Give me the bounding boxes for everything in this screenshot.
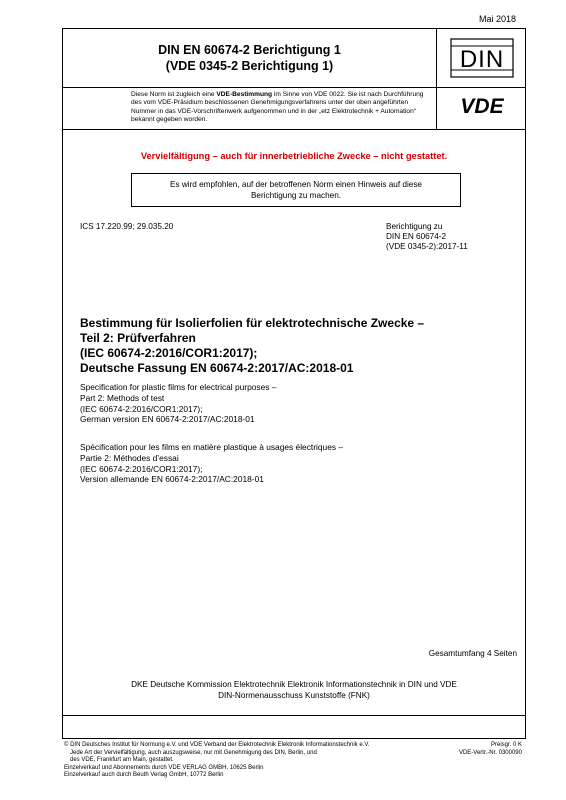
total-pages: Gesamtumfang 4 Seiten (428, 649, 517, 658)
footer-price (446, 742, 522, 757)
title-line-2: (VDE 0345-2 Berichtigung 1) (165, 59, 334, 73)
din-logo (448, 37, 516, 79)
recommendation-box (131, 173, 461, 207)
document-frame (62, 28, 526, 739)
recommendation-line-1: Es wird empfohlen, auf der betroffenen Norm einen Hinweis auf diese (170, 180, 422, 189)
vde-notice: Diese Norm ist zugleich eine VDE-Bestimmung im Sinne von VDE 0022. Sie ist nach Durchführung des vom VDE-Präsidium beschlossenen Genehmigungsverfahrens unter der oben angeführten Nummer in das VDE-Vorschriftenwerk aufgenommen und in der „etz Elektrotechnik + Automation“ bekannt gegeben worden. (131, 91, 424, 124)
reproduction-warning: Vervielfältigung – auch für innerbetriebliche Zwecke – nicht gestattet. (140, 151, 448, 161)
vde-logo-mark (447, 93, 517, 117)
title-german: Bestimmung für Isolierfolien für elektrotechnische Zwecke – Teil 2: Prüfverfahren (IEC 60674-2:2016/COR1:2017); Deutsche Fassung EN 60674-2:2017/AC:2018-01 (80, 316, 425, 375)
recommendation-line-2: Berichtigung zu machen. (250, 191, 342, 200)
ics-code: ICS 17.220.99; 29.035.20 (80, 222, 174, 231)
vde-contract-number: VDE-Vertr.-Nr. 0300090 (458, 749, 522, 756)
header-divider (63, 87, 525, 88)
price-group: Preisgr. 0 K (490, 742, 522, 748)
vde-logo (447, 93, 517, 117)
committee-info: DKE Deutsche Kommission Elektrotechnik Elektronik Informationstechnik in DIN und VDE DIN-Normenausschuss Kunststoffe (FNK) (131, 680, 457, 700)
title-french: Spécification pour les films en matière plastique à usages électriques – Partie 2: Méthodes d’essai (IEC 60674-2:2016/COR1:2017); Version allemande EN 60674-2:2017/AC:2018-01 (80, 442, 344, 485)
svg-text:VDE: VDE (460, 95, 504, 117)
correction-reference: Berichtigung zu DIN EN 60674-2 (VDE 0345-2):2017-11 (386, 222, 468, 251)
title-line-1: DIN EN 60674-2 Berichtigung 1 (158, 43, 341, 57)
din-logo-mark (450, 38, 514, 78)
notice-divider (63, 129, 525, 130)
svg-text:DIN: DIN (459, 46, 505, 73)
title-english: Specification for plastic films for electrical purposes – Part 2: Methods of test (IEC 60674-2:2016/COR1:2017); German version EN 60674-2:2017/AC:2018-01 (80, 382, 277, 425)
title-divider (436, 29, 437, 129)
footer-copyright: © DIN Deutsches Institut für Normung e.V. und VDE Verband der Elektrotechnik Elektronik Informationstechnik e.V. Jede Art der Vervielfältigung, auch auszugsweise, nur mit Genehmigung des DIN, Berlin, und des VDE, Frankfurt am Main, gestattet. Einzelverkauf und Abonnements durch VDE VERLAG GMBH, 10625 Berlin Einzelverkauf auch durch Beuth Verlag GmbH, 10772 Berlin (64, 742, 370, 779)
footer-divider (63, 715, 525, 716)
document-title (63, 29, 436, 87)
publication-date: Mai 2018 (478, 14, 516, 24)
